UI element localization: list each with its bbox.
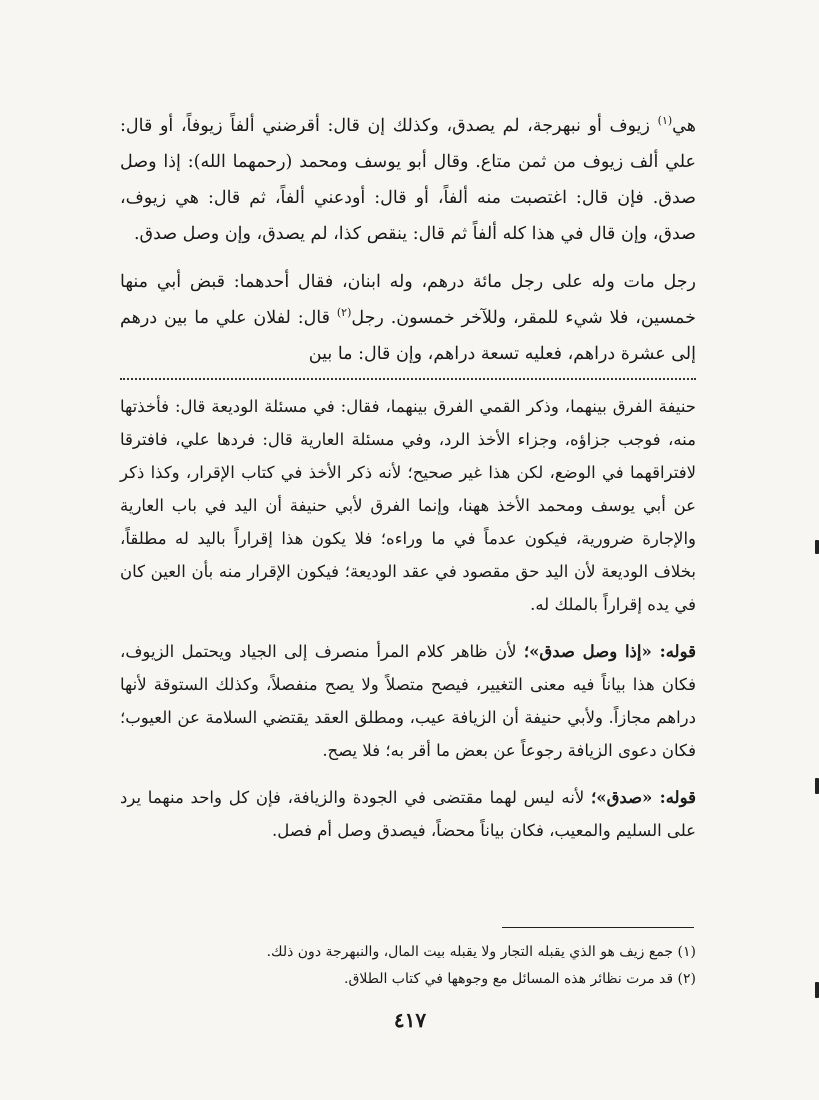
main-text-paragraph-2 — [120, 264, 696, 372]
dotted-separator — [120, 378, 696, 382]
footnote-divider — [502, 927, 694, 928]
main-text-paragraph-2-start: رجل مات وله على رجل مائة درهم، وله ابنان، فقال أحدهما: قبض أبي منها خمسين، فلا شيء للمقر، وللآخر خمسون. رجل — [120, 272, 696, 328]
footnote-1: (١) جمع زيف هو الذي يقبله التجار ولا يقبله بيت المال، والنبهرجة دون ذلك. — [266, 944, 696, 960]
commentary-keyword-3: قوله: «صدق»؛ — [591, 788, 696, 807]
scan-edge-mark — [815, 540, 819, 554]
main-text-paragraph-1-content: هي$^{(١)}$ زيوف أو نبهرجة، لم يصدق، وكذلك إن قال: أقرضني ألفاً زيوفاً، أو قال: علي ألف زيوف من ثمن متاع. وقال أبو يوسف ومحمد (رحمهما الله): إذا وصل صدق. فإن قال: اغتصبت منه ألفاً، أو قال: أودعني ألفاً، ثم قال: هي زيوف، صدق، وإن قال في هذا كله ألفاً ثم قال: ينقص كذا، لم يصدق، وإن وصل صدق. — [120, 114, 696, 244]
footnote-2: (٢) قد مرت نظائر هذه المسائل مع وجوهها في كتاب الطلاق. — [344, 971, 696, 987]
footnote-marker-1[interactable]: (١) — [657, 114, 673, 128]
main-text-paragraph-1-rest: زيوف أو نبهرجة، لم يصدق، وكذلك إن قال: أقرضني ألفاً زيوفاً، أو قال: علي ألف زيوف من ثمن متاع. وقال أبو يوسف ومحمد (رحمهما الله): إذا وصل صدق. فإن قال: اغتصبت منه ألفاً، أو قال: أودعني ألفاً، ثم قال: هي زيوف، صدق، وإن قال في هذا كله ألفاً ثم قال: ينقص كذا، لم يصدق، وإن وصل صدق. — [120, 116, 696, 244]
commentary-paragraph-3 — [120, 781, 696, 847]
footnote-marker-2[interactable]: (٢) — [336, 306, 352, 320]
scan-edge-mark — [815, 778, 819, 794]
page-number: ٤١٧ — [393, 1008, 427, 1032]
main-text-paragraph-2-end: قال: لفلان علي ما بين درهم إلى عشرة دراهم، فعليه تسعة دراهم، وإن قال: ما بين — [120, 308, 696, 364]
main-text-paragraph-1 — [120, 108, 696, 252]
commentary-body-3: لأنه ليس لهما مقتضى في الجودة والزيافة، فإن كل واحد منهما يرد على السليم والمعيب، فكان بياناً محضاً، فيصدق وصل أم فصل. — [120, 788, 696, 840]
scan-edge-mark — [815, 982, 819, 998]
page-body — [120, 108, 696, 847]
footnotes — [200, 939, 696, 993]
commentary-paragraph-1: حنيفة الفرق بينهما، وذكر القمي الفرق بينهما، فقال: في مسئلة الوديعة قال: فأخذتها منه، فوجب جزاؤه، وجزاء الأخذ الرد، وفي مسئلة العارية قال: فردها علي، فافترقا لافتراقهما في الوضع، لكن هذا غير صحيح؛ لأنه ذكر الأخذ في كتاب الإقرار، وكذا ذكر عن أبي يوسف ومحمد الأخذ ههنا، وإنما الفرق لأبي حنيفة أن اليد في باب العارية والإجارة ضرورية، فيكون عدماً في ما وراءه؛ فلا يكون هذا إقراراً باليد له مطلقاً، بخلاف الوديعة لأن اليد حق مقصود في عقد الوديعة؛ فيكون الإقرار منه بأن العين كان في يده إقراراً بالملك له. — [120, 397, 696, 614]
commentary-keyword-2: قوله: «إذا وصل صدق»؛ — [523, 642, 696, 661]
commentary-body-2: لأن ظاهر كلام المرأ منصرف إلى الجياد ويحتمل الزيوف، فكان هذا بياناً فيه معنى التغيير، فيصح متصلاً ولا يصح منفصلاً، وكذلك الستوقة لأنها دراهم مجازاً. ولأبي حنيفة أن الزيافة عيب، ومطلق العقد يقتضي السلامة عن العيوب؛ فكان دعوى الزيافة رجوعاً عن بعض ما أقر به؛ فلا يصح. — [120, 642, 696, 760]
commentary-paragraph-2 — [120, 635, 696, 767]
